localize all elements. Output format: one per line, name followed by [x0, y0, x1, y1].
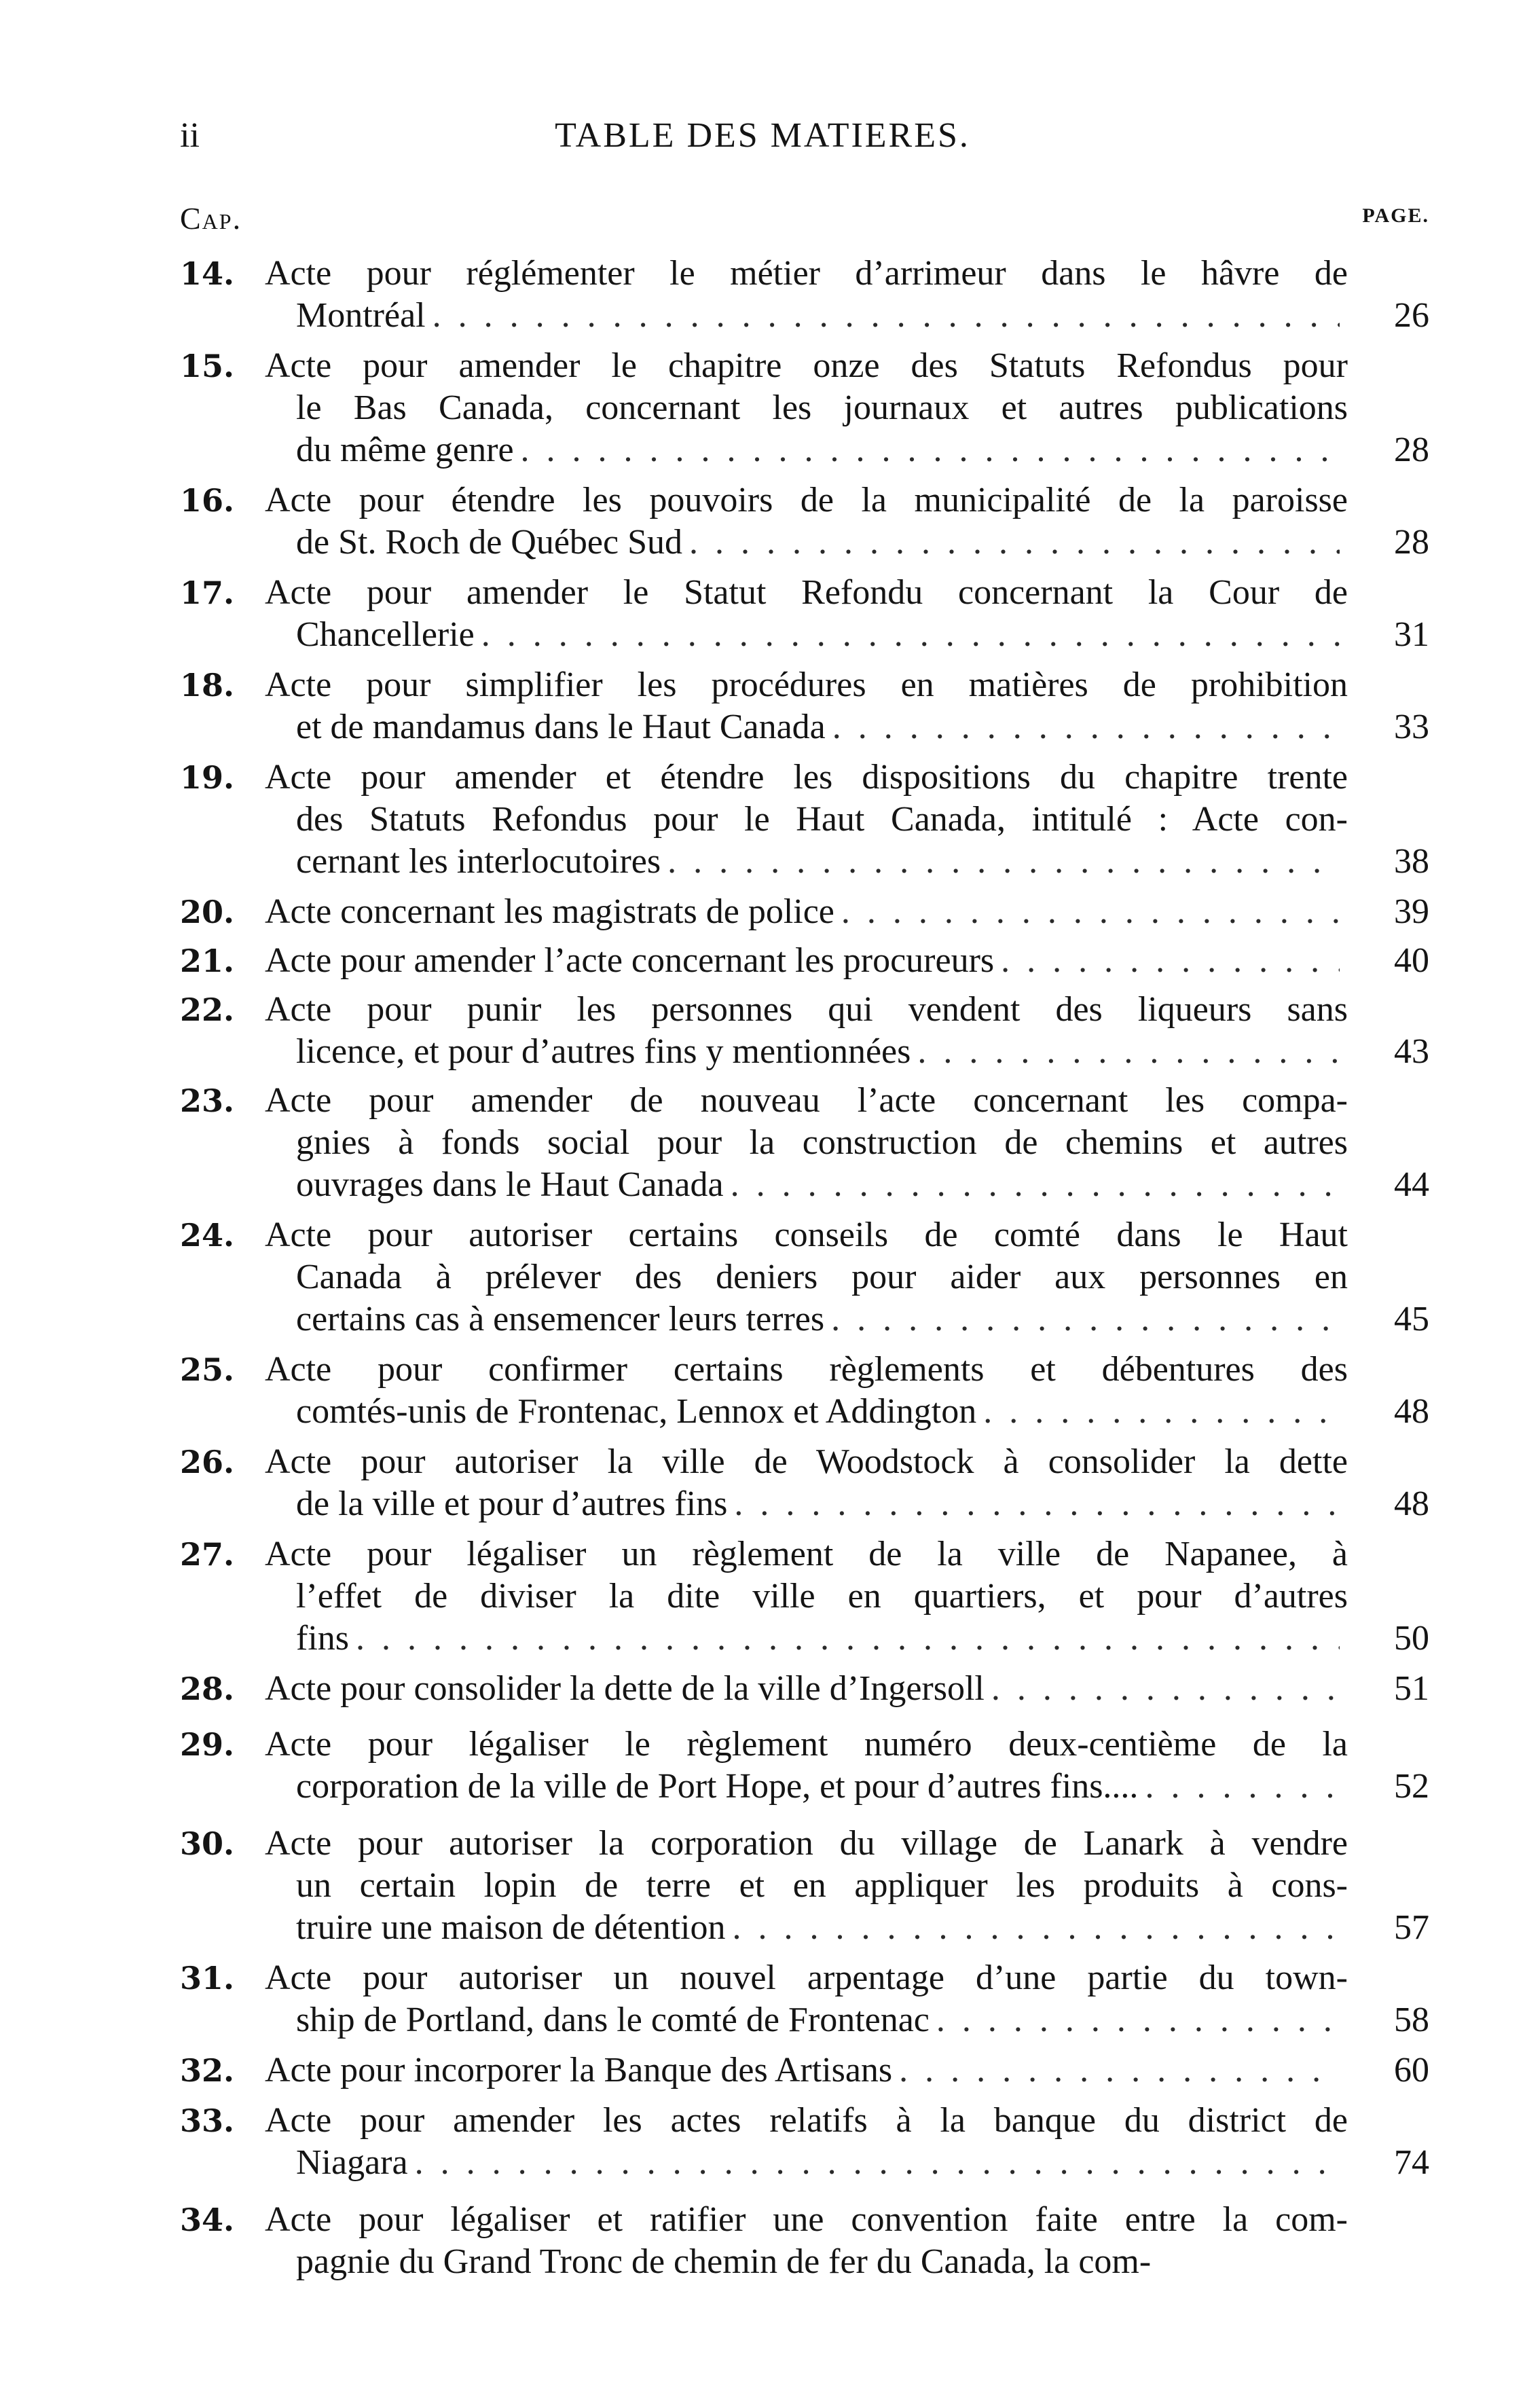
page-number: 48: [1394, 1484, 1429, 1523]
entry-text-line: Acte pour légaliser le règlement numéro deux-centième de la: [265, 1725, 1348, 1764]
page-number: 28: [1394, 431, 1429, 469]
table-of-contents: [180, 244, 1429, 2283]
leader-dots: [936, 1999, 1340, 2041]
toc-entry: [180, 2049, 1429, 2092]
leader-dots: [689, 522, 1340, 564]
toc-entry: [180, 345, 1429, 471]
running-head: [0, 115, 1525, 170]
entry-text-line: de St. Roch de Québec Sud . . .: [265, 522, 1348, 564]
entry-text-line: Acte pour amender de nouveau l’acte concernant les compa-: [265, 1081, 1348, 1120]
toc-entry: [180, 2100, 1429, 2184]
entry-text-line: de la ville et pour d’autres fins . . .: [265, 1483, 1348, 1525]
leader-dots: [731, 1164, 1340, 1206]
chapter-number: 18.: [180, 667, 235, 704]
page-number: 40: [1394, 941, 1429, 980]
entry-text-line: Acte pour consolider la dette de la ville d’Ingersoll . . .: [265, 1668, 1348, 1710]
entry-text-line: Acte pour autoriser la corporation du village de Lanark à vendre: [265, 1824, 1348, 1863]
chapter-number: 24.: [180, 1217, 235, 1254]
entry-text-line: pagnie du Grand Tronc de chemin de fer du Canada, la com-: [296, 2242, 1152, 2281]
page-number: 44: [1394, 1165, 1429, 1204]
entry-text-line: licence, et pour d’autres fins y mentionnées . . .: [265, 1031, 1348, 1073]
chapter-number: 28.: [180, 1671, 235, 1707]
entry-text-line: Acte pour amender le Statut Refondu concernant la Cour de: [265, 573, 1348, 612]
page-folio: ii: [180, 116, 200, 155]
entry-text-line: Acte pour autoriser un nouvel arpentage d’une partie du town-: [265, 1958, 1348, 1997]
chapter-number: 26.: [180, 1444, 235, 1480]
leader-dots: [991, 1668, 1340, 1710]
chapter-number: 34.: [180, 2202, 235, 2238]
chapter-number: 27.: [180, 1536, 235, 1573]
entry-text-line: corporation de la ville de Port Hope, et pour d’autres fins.... . . .: [265, 1766, 1348, 1808]
leader-dots: [734, 1483, 1340, 1525]
leader-dots: [1001, 940, 1340, 982]
chapter-number: 21.: [180, 943, 235, 979]
page-number: 38: [1394, 842, 1429, 881]
leader-dots: [832, 706, 1340, 748]
entry-text-line: Acte pour autoriser certains conseils de comté dans le Haut: [265, 1216, 1348, 1254]
page-number: 39: [1394, 892, 1429, 931]
entry-text-line: Chancellerie . . .: [265, 614, 1348, 656]
entry-text-line: comtés-unis de Frontenac, Lennox et Addington . . .: [265, 1391, 1348, 1433]
page-title: TABLE DES MATIERES.: [555, 116, 970, 155]
entry-text-line: des Statuts Refondus pour le Haut Canada, intitulé : Acte con-: [296, 800, 1348, 839]
leader-dots: [917, 1031, 1340, 1073]
toc-entry: [180, 664, 1429, 748]
toc-entry: [180, 1349, 1429, 1433]
page-number: 57: [1394, 1908, 1429, 1947]
entry-text-line: un certain lopin de terre et en appliquer les produits à cons-: [296, 1866, 1348, 1905]
entry-text-line: Niagara . . .: [265, 2142, 1348, 2184]
page-number: 74: [1394, 2143, 1429, 2182]
leader-dots: [732, 1907, 1340, 1949]
page-number: 28: [1394, 523, 1429, 562]
toc-entry: [180, 1214, 1429, 1340]
leader-dots: [983, 1391, 1340, 1433]
leader-dots: [831, 1298, 1340, 1340]
entry-text-line: fins . . .: [265, 1618, 1348, 1660]
toc-entry: [180, 1957, 1429, 2041]
leader-dots: [356, 1618, 1340, 1660]
chapter-number: 29.: [180, 1726, 235, 1763]
entry-text-line: cernant les interlocutoires . . .: [265, 841, 1348, 883]
toc-entry: [180, 479, 1429, 564]
chapter-number: 17.: [180, 574, 235, 611]
toc-entry: [180, 1080, 1429, 1206]
entry-text-line: Acte pour étendre les pouvoirs de la municipalité de la paroisse: [265, 481, 1348, 519]
entry-text-line: ship de Portland, dans le comté de Frontenac . . .: [265, 1999, 1348, 2041]
leader-dots: [433, 295, 1340, 337]
chapter-number: 32.: [180, 2052, 235, 2089]
page-number: 33: [1394, 708, 1429, 746]
leader-dots: [481, 614, 1340, 656]
entry-text-line: Acte pour légaliser un règlement de la ville de Napanee, à: [265, 1535, 1348, 1573]
leader-dots: [415, 2142, 1340, 2184]
entry-text-line: truire une maison de détention . . .: [265, 1907, 1348, 1949]
leader-dots: [841, 891, 1340, 933]
toc-entry: [180, 940, 1429, 982]
entry-text-line: le Bas Canada, concernant les journaux et autres publications: [296, 388, 1348, 427]
entry-text-line: et de mandamus dans le Haut Canada . . .: [265, 706, 1348, 748]
leader-dots: [1145, 1766, 1340, 1808]
entry-text-line: Acte pour amender et étendre les dispositions du chapitre trente: [265, 758, 1348, 797]
entry-text-line: Acte pour amender les actes relatifs à la banque du district de: [265, 2101, 1348, 2140]
toc-entry: [180, 2199, 1429, 2283]
chapter-number: 16.: [180, 482, 235, 519]
page-number: 52: [1394, 1767, 1429, 1806]
page-number: 26: [1394, 296, 1429, 335]
entry-text-line: Canada à prélever des deniers pour aider aux personnes en: [296, 1258, 1348, 1296]
entry-text-line: l’effet de diviser la dite ville en quartiers, et pour d’autres: [296, 1577, 1348, 1616]
page-number: 31: [1394, 615, 1429, 654]
entry-text-line: Acte pour amender le chapitre onze des Statuts Refondus pour: [265, 346, 1348, 385]
entry-text-line: Acte pour simplifier les procédures en matières de prohibition: [265, 665, 1348, 704]
page-column-header: PAGE.: [1362, 204, 1429, 227]
entry-text-line: Acte pour autoriser la ville de Woodstock à consolider la dette: [265, 1442, 1348, 1481]
toc-entry: [180, 1533, 1429, 1660]
entry-text-line: Acte pour punir les personnes qui vendent des liqueurs sans: [265, 990, 1348, 1029]
chapter-number: 19.: [180, 759, 235, 796]
entry-text-line: ouvrages dans le Haut Canada . . .: [265, 1164, 1348, 1206]
entry-text-line: Acte pour amender l’acte concernant les procureurs . . .: [265, 940, 1348, 982]
toc-entry: [180, 989, 1429, 1073]
chapter-column-header: Cap.: [180, 201, 242, 236]
chapter-number: 22.: [180, 991, 235, 1028]
chapter-number: 25.: [180, 1351, 235, 1388]
toc-entry: [180, 572, 1429, 656]
toc-entry: [180, 756, 1429, 883]
page-number: 60: [1394, 2051, 1429, 2090]
toc-entry: [180, 253, 1429, 337]
page-number: 43: [1394, 1032, 1429, 1071]
entry-text-line: Acte pour légaliser et ratifier une convention faite entre la com-: [265, 2200, 1348, 2239]
column-headers: [180, 200, 1429, 241]
toc-entry: [180, 1668, 1429, 1710]
entry-text-line: Acte pour réglémenter le métier d’arrimeur dans le hâvre de: [265, 254, 1348, 293]
chapter-number: 33.: [180, 2102, 235, 2139]
leader-dots: [899, 2049, 1340, 2092]
toc-entry: [180, 891, 1429, 933]
page-number: 51: [1394, 1669, 1429, 1708]
leader-dots: [521, 429, 1340, 471]
toc-entry: [180, 1723, 1429, 1808]
entry-text-line: Montréal . . .: [265, 295, 1348, 337]
entry-text-line: gnies à fonds social pour la construction de chemins et autres: [296, 1123, 1348, 1162]
chapter-number: 30.: [180, 1825, 235, 1862]
toc-entry: [180, 1441, 1429, 1525]
leader-dots: [667, 841, 1340, 883]
chapter-number: 20.: [180, 894, 235, 930]
chapter-number: 15.: [180, 348, 235, 384]
entry-text-line: du même genre . . .: [265, 429, 1348, 471]
entry-text-line: Acte pour confirmer certains règlements et débentures des: [265, 1350, 1348, 1389]
entry-text-line: Acte pour incorporer la Banque des Artisans . . .: [265, 2049, 1348, 2092]
chapter-number: 31.: [180, 1960, 235, 1996]
entry-text-line: certains cas à ensemencer leurs terres . . .: [265, 1298, 1348, 1340]
page-number: 58: [1394, 2001, 1429, 2039]
chapter-number: 23.: [180, 1082, 235, 1119]
page-number: 45: [1394, 1300, 1429, 1338]
toc-entry: [180, 1823, 1429, 1949]
page-number: 48: [1394, 1392, 1429, 1431]
entry-text-line: Acte concernant les magistrats de police . . .: [265, 891, 1348, 933]
page-number: 50: [1394, 1619, 1429, 1658]
chapter-number: 14.: [180, 255, 235, 292]
